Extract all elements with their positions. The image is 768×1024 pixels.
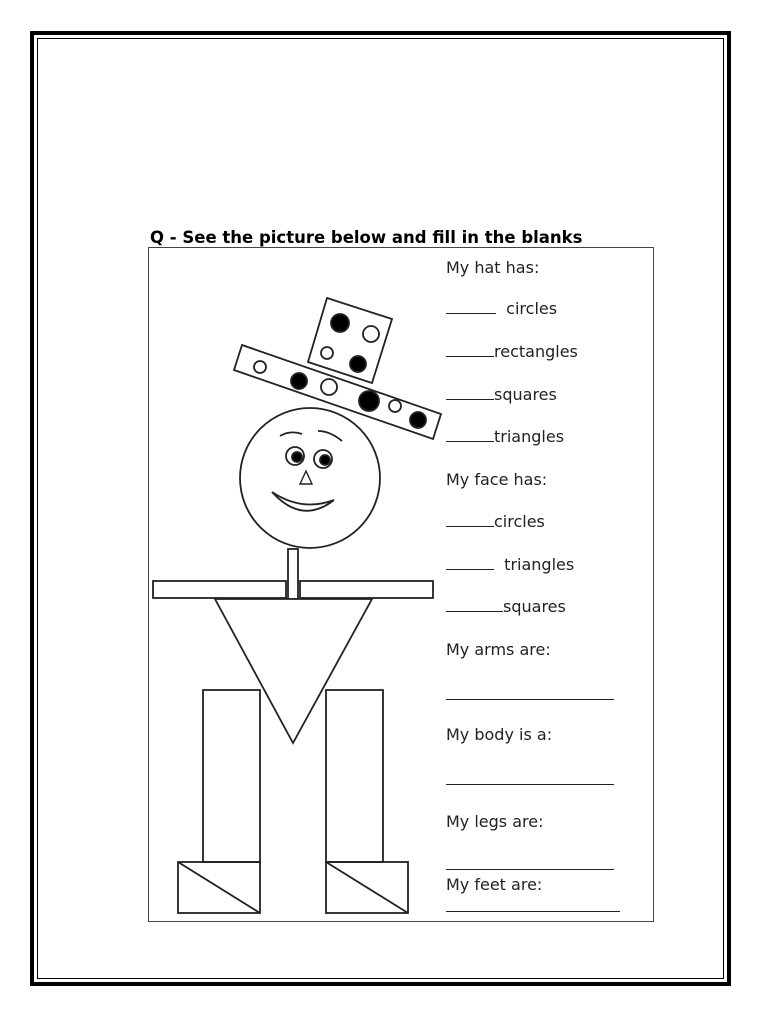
hat-prompt: My hat has: (446, 258, 540, 277)
hat-circle-empty (363, 326, 379, 342)
answer-blank[interactable] (446, 427, 494, 442)
face-circles-blank (446, 512, 545, 532)
face-prompt: My face has: (446, 470, 548, 489)
question-heading: Q - See the picture below and fill in the blanks (150, 228, 583, 247)
feet-answer-line[interactable] (446, 911, 620, 912)
hat-squares-label: squares (494, 385, 557, 404)
brim-circle-filled (359, 391, 379, 411)
hat-circles-blank (446, 299, 557, 319)
hat-circle-filled (350, 356, 366, 372)
answer-blank[interactable] (446, 555, 494, 570)
answer-blank[interactable] (446, 597, 503, 612)
left-pupil (292, 452, 302, 462)
hat-square (308, 298, 392, 383)
hat-rectangles-label: rectangles (494, 342, 578, 361)
face-squares-label: squares (503, 597, 566, 616)
hat-squares-blank (446, 385, 557, 405)
left-arm (153, 581, 286, 598)
answer-blank[interactable] (446, 512, 494, 527)
brim-circle-empty (321, 379, 337, 395)
hat-circle-empty (321, 347, 333, 359)
brim-circle-empty (254, 361, 266, 373)
brim-circle-filled (291, 373, 307, 389)
right-leg (326, 690, 383, 862)
left-foot-diagonal (178, 862, 260, 913)
legs-prompt: My legs are: (446, 812, 544, 831)
body-triangle (215, 599, 372, 743)
brim-circle-filled (410, 412, 426, 428)
neck (288, 549, 298, 599)
face-circles-label: circles (494, 512, 545, 531)
hat-triangles-label: triangles (494, 427, 565, 446)
hat-circle-filled (331, 314, 349, 332)
hat-circles-label: circles (506, 299, 558, 318)
right-pupil (320, 455, 330, 465)
answer-blank[interactable] (446, 342, 494, 357)
body-answer-line[interactable] (446, 784, 614, 785)
face-triangles-blank (446, 555, 574, 575)
right-foot-diagonal (326, 862, 408, 913)
answer-blank[interactable] (446, 299, 496, 314)
left-leg (203, 690, 260, 862)
legs-answer-line[interactable] (446, 869, 614, 870)
body-prompt: My body is a: (446, 725, 553, 744)
right-arm (300, 581, 433, 598)
answer-blank[interactable] (446, 385, 494, 400)
arms-answer-line[interactable] (446, 699, 614, 700)
face-squares-blank (446, 597, 566, 617)
brim-circle-empty (389, 400, 401, 412)
hat-rectangles-blank (446, 342, 578, 362)
feet-prompt: My feet are: (446, 875, 543, 894)
face-triangles-label: triangles (504, 555, 575, 574)
hat-triangles-blank (446, 427, 564, 447)
arms-prompt: My arms are: (446, 640, 551, 659)
